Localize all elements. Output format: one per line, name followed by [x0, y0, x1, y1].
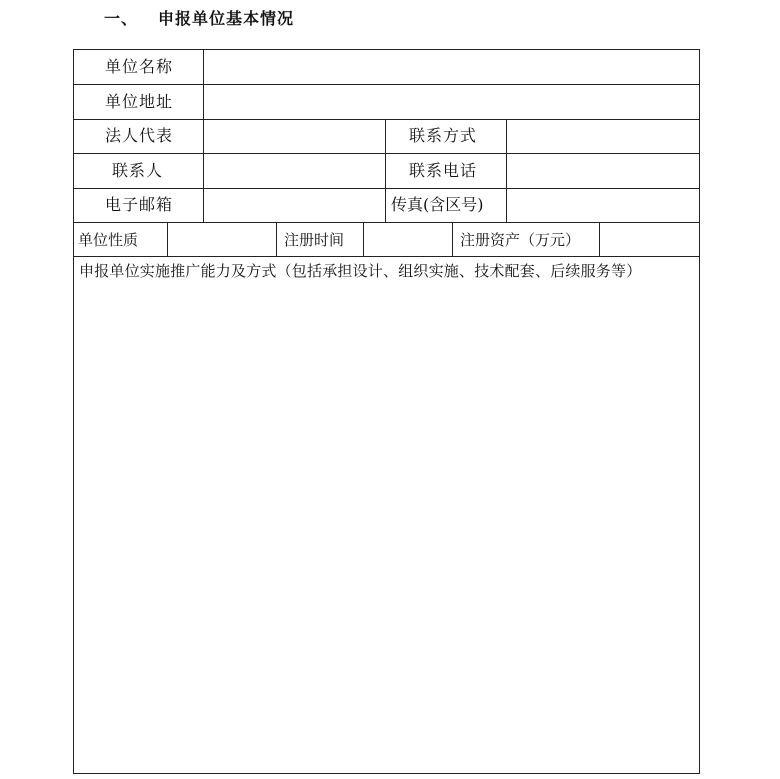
capability-description-field[interactable] — [75, 284, 698, 772]
row-divider — [73, 84, 700, 85]
contact-method-label: 联系方式 — [409, 126, 478, 145]
column-divider — [452, 222, 453, 256]
fax-field[interactable] — [508, 190, 698, 221]
column-divider — [506, 119, 507, 222]
unit-name-field[interactable] — [205, 51, 698, 83]
capability-description-label: 申报单位实施推广能力及方式（包括承担设计、组织实施、技术配套、后续服务等） — [79, 262, 642, 280]
column-divider — [203, 49, 204, 222]
unit-name-label: 单位名称 — [105, 57, 174, 76]
fax-label: 传真(含区号) — [391, 195, 484, 214]
legal-rep-field[interactable] — [205, 121, 384, 152]
section-heading — [104, 6, 294, 29]
email-label: 电子邮箱 — [105, 195, 174, 214]
contact-person-field[interactable] — [205, 155, 384, 187]
section-title: 申报单位基本情况 — [158, 9, 295, 28]
row-divider — [73, 153, 700, 154]
unit-address-label: 单位地址 — [105, 92, 174, 111]
column-divider — [363, 222, 364, 256]
contact-phone-field[interactable] — [508, 155, 698, 187]
column-divider — [599, 222, 600, 256]
contact-method-field[interactable] — [508, 121, 698, 152]
column-divider — [167, 222, 168, 256]
unit-nature-field[interactable] — [169, 224, 275, 255]
contact-person-label: 联系人 — [112, 161, 164, 180]
row-divider — [73, 188, 700, 189]
unit-address-field[interactable] — [205, 86, 698, 118]
legal-rep-label: 法人代表 — [105, 126, 174, 145]
column-divider — [385, 119, 386, 222]
reg-time-label: 注册时间 — [284, 231, 345, 249]
section-number: 一、 — [104, 9, 139, 28]
row-divider — [73, 119, 700, 120]
reg-capital-label: 注册资产（万元） — [460, 231, 581, 249]
unit-nature-label: 单位性质 — [78, 231, 139, 249]
column-divider — [276, 222, 277, 256]
reg-time-field[interactable] — [365, 224, 451, 255]
reg-capital-field[interactable] — [601, 224, 698, 255]
contact-phone-label: 联系电话 — [409, 161, 478, 180]
row-divider — [73, 256, 700, 257]
email-field[interactable] — [205, 190, 384, 221]
